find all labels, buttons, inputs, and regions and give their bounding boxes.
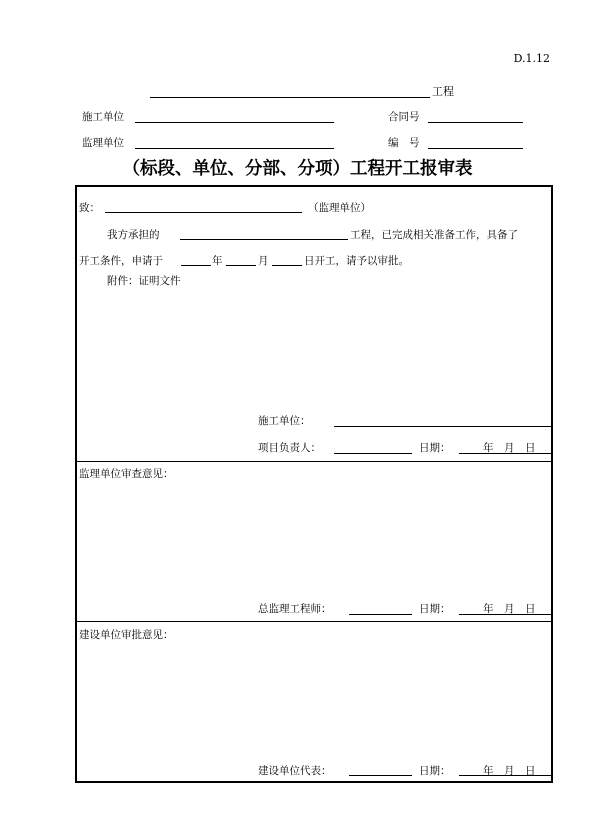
section1-date-label: 日期： [419,442,451,454]
start-month-field[interactable] [226,265,256,266]
supervisor-field[interactable] [135,148,334,149]
pm-sign-field[interactable] [334,453,412,454]
contract-no-label: 合同号 [388,111,420,123]
supervisor-label: 监理单位 [82,137,124,149]
contractor-sign-field[interactable] [334,426,552,427]
month-label: 月 [258,255,269,267]
year-label: 年 [212,255,223,267]
chief-engineer-sign-field[interactable] [349,614,412,615]
project-suffix: 工程 [432,85,454,98]
section2-date-ymd: 年 月 日 [483,603,536,615]
owner-rep-sign-field[interactable] [349,775,412,776]
form-code: D.1.12 [513,52,550,65]
line2-prefix: 开工条件，申请于 [79,255,163,267]
undertaken-project-field[interactable] [180,239,348,240]
section3-date-ymd: 年 月 日 [483,765,536,777]
start-day-field[interactable] [272,265,302,266]
serial-no-field[interactable] [428,148,523,149]
pm-label: 项目负责人： [258,442,321,454]
start-year-field[interactable] [181,265,211,266]
contract-no-field[interactable] [428,122,523,123]
section3-date-label: 日期： [419,765,451,777]
project-name-line[interactable] [150,97,430,98]
chief-engineer-label: 总监理工程师： [258,603,332,615]
section-divider [75,461,553,462]
contractor-sign-label: 施工单位： [258,415,311,427]
section-divider [75,621,553,622]
section1-date-ymd: 年 月 日 [483,442,536,454]
line1-suffix: 工程，已完成相关准备工作，具备了 [350,229,518,241]
to-label: 致： [79,202,100,214]
section2-date-label: 日期： [419,603,451,615]
attachment-note: 附件：证明文件 [107,275,181,287]
supervisor-unit-note: （监理单位） [308,202,371,214]
form-title: （标段、单位、分部、分项）工程开工报审表 [122,159,473,179]
owner-opinion-label: 建设单位审批意见： [79,629,174,641]
contractor-field[interactable] [135,122,334,123]
supervisor-opinion-label: 监理单位审查意见： [79,468,174,480]
line1-prefix: 我方承担的 [107,229,160,241]
owner-rep-label: 建设单位代表： [258,765,332,777]
contractor-label: 施工单位 [82,111,124,123]
serial-no-label: 编 号 [388,137,420,149]
supervisor-unit-field[interactable] [105,212,302,213]
line2-suffix: 日开工，请予以审批。 [304,255,409,267]
